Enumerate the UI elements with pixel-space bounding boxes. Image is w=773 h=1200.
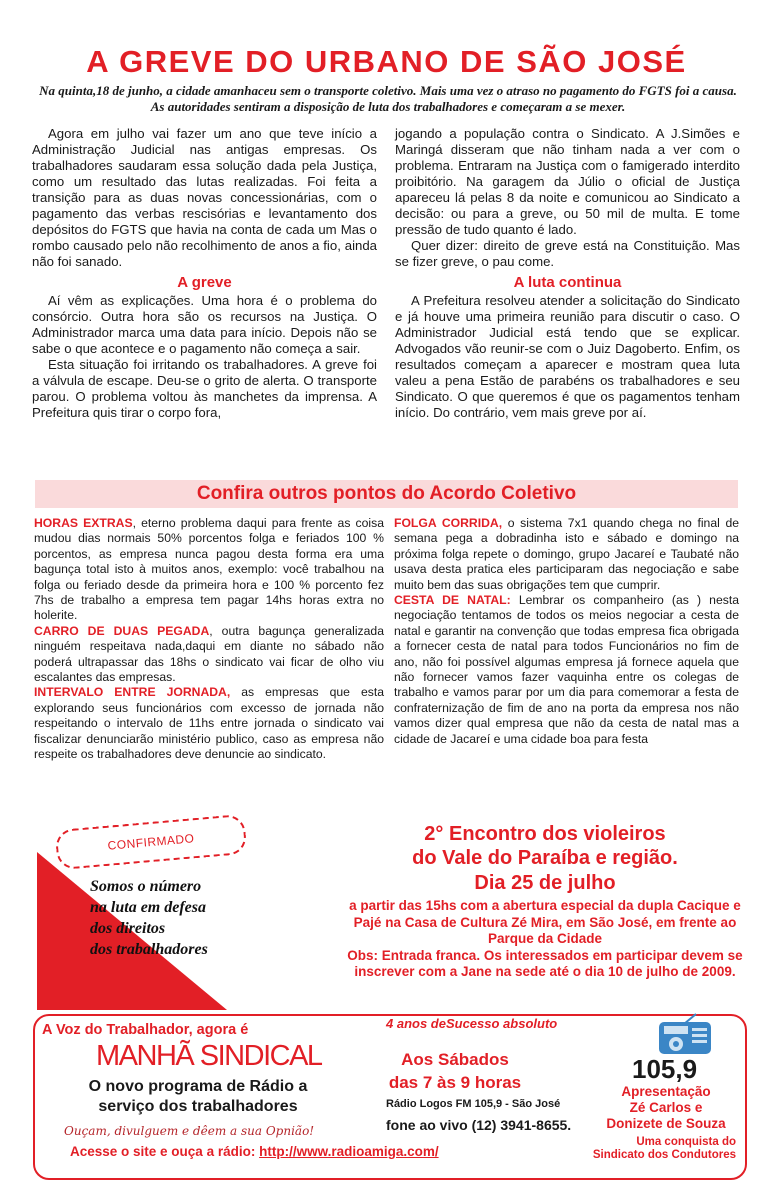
- acordo-text: o sistema 7x1 quando chega no final de semana pega a dobradinha isto e sábado e domingo na próxima folga repete o domingo, grupo Jacareí e Taubaté não usava desta pratica eles participaram das negociação e sabe muito bem das suas obrigações tem que cumprir.: [394, 516, 740, 592]
- site-link[interactable]: http://www.radioamiga.com/: [259, 1144, 439, 1159]
- article-intro: Agora em julho vai fazer um ano que teve início a Administração Judicial nas antigas empresas. Os trabalhadores saudaram essa solução dada pela Justiça, como um resultado das lutas realizadas. Foi feita a transição para as duas novas concessionárias, com o pagamento das verbas rescisórias e levantamento dos depósitos do FGTS que havia na conta de cada um Mas o rombo causado pelo não recolhimento de anos a fio, ainda não foi sanado.: [32, 126, 377, 269]
- subheadline: Na quinta,18 de junho, a cidade amanhaceu sem o transporte coletivo. Mais uma vez o atraso no pagamento do FGTS foi a causa. As autoridades sentiram a disposição de luta dos trabalhadores e começaram a se mexer.: [39, 83, 737, 114]
- acordo-banner: Confira outros pontos do Acordo Coletivo: [35, 480, 738, 508]
- acordo-key: INTERVALO ENTRE JORNADA,: [34, 685, 231, 700]
- presenters-line: Apresentação: [621, 1084, 711, 1099]
- site-line: [70, 1144, 439, 1159]
- acordo-item-horas: [34, 516, 384, 624]
- acordo-item-intervalo: [34, 685, 384, 762]
- slogan-line: dos direitos: [90, 920, 166, 937]
- slogan-line: na luta em defesa: [90, 899, 206, 916]
- section-heading-greve: A greve: [177, 274, 232, 291]
- slogan-line: dos trabalhadores: [90, 941, 208, 958]
- acordo-key: CARRO DE DUAS PEGADA: [34, 623, 210, 638]
- acordo-item-folga: [394, 516, 739, 593]
- article-paragraph: Esta situação foi irritando os trabalhadores. A greve foi a válvula de escape. Deu-se o grito de alerta. O transporte parou. O problema voltou às manchetes da imprensa. A Prefeitura quis tirar o corpo fora,: [32, 357, 377, 420]
- station-name: Rádio Logos FM 105,9 - São José: [386, 1098, 561, 1110]
- acordo-key: CESTA DE NATAL:: [394, 593, 511, 608]
- schedule-line: das 7 às 9 horas: [388, 1073, 522, 1092]
- slogan: [90, 876, 208, 960]
- event-obs-text: Obs: Entrada franca. Os interessados em participar devem se inscrever com a Jane na sede até o dia 10 de julho de 2009.: [347, 947, 743, 979]
- acordo-right-column: [394, 516, 739, 747]
- frequency: 105,9: [632, 1054, 698, 1084]
- acordo-key: FOLGA CORRIDA,: [394, 516, 503, 530]
- anos-sucesso: 4 anos deSucesso absoluto: [386, 1016, 558, 1031]
- event-title-line: 2° Encontro dos violeiros: [424, 823, 666, 845]
- article-left-column: [32, 126, 377, 421]
- schedule-line: Aos Sábados: [401, 1050, 509, 1069]
- article-paragraph: A Prefeitura resolveu atender a solicitação do Sindicato e já houve uma primeira reunião para discutir o caso. O Administrador Judicial está tendo que se explicar. Advogados vão reunir-se com o Juiz Dagoberto. Enfim, os resultados começam a aparecer e mostram quea luta valeu a pena Estão de parabéns os trabalhadores e seu Sindicato. O que queremos é que os pagamentos tenham início. Do contrário, vem mais greve por aí.: [395, 293, 740, 420]
- tagline-line: O novo programa de Rádio a: [88, 1078, 308, 1095]
- article-paragraph: Quer dizer: direito de greve está na Constituição. Mas se fizer greve, o pau come.: [395, 238, 740, 269]
- presenters-line: Zé Carlos e: [629, 1100, 703, 1115]
- event-details-text: a partir das 15hs com a abertura especial da dupla Cacique e Pajé na Casa de Cultura Zé Mira, em São José, em frente ao Parque da Cidade: [349, 898, 741, 946]
- handwritten-note: Ouçam, divulguem e dêem a sua Opnião!: [64, 1124, 315, 1138]
- program-tagline: [60, 1077, 336, 1117]
- closing-note: [546, 1136, 736, 1162]
- radio-intro: A Voz do Trabalhador, agora é: [42, 1022, 249, 1038]
- closing-line: Uma conquista do: [636, 1136, 736, 1148]
- tagline-line: serviço dos trabalhadores: [98, 1098, 298, 1115]
- program-name: MANHÃ SINDICAL: [96, 1040, 322, 1072]
- event-date: Dia 25 de julho: [474, 872, 616, 894]
- site-prefix: Acesse o site e ouça a rádio:: [70, 1144, 260, 1159]
- acordo-text: as empresas que esta explorando seus funcionários com excesso de jornada não respeitando o intervalo de 11hs entre jornada o sindicato vai fiscalizar denunciarão ministério publico, caso as empresa não respeite os trabalhadores deve denuncie ao sindicato.: [34, 685, 384, 762]
- schedule: [385, 1048, 525, 1094]
- section-heading-luta: A luta continua: [513, 274, 622, 291]
- article-paragraph: jogando a população contra o Sindicato. A J.Simões e Maringá disseram que não tinham nada a ver com o problema. Entraram na Justiça com o famigerado interdito proibitório. Na garagem da Júlio o oficial de Justiça apareceu lá pelas 8 da noite e comunicou ao Sindicato a decisão: ou para a greve, ou 50 mil de multa. E tome pressão de tudo quanto é lado.: [395, 126, 740, 237]
- slogan-line: Somos o número: [90, 878, 202, 895]
- confirmado-stamp: CONFIRMADO: [55, 814, 248, 870]
- radio-icon: [656, 1012, 714, 1056]
- closing-line: Sindicato dos Condutores: [592, 1149, 736, 1161]
- event-title: [330, 822, 760, 870]
- headline: A GREVE DO URBANO DE SÃO JOSÉ: [86, 44, 687, 79]
- acordo-left-column: [34, 516, 384, 763]
- phone-line: fone ao vivo (12) 3941-8655.: [386, 1117, 572, 1133]
- acordo-item-carro: [34, 624, 384, 686]
- acordo-key: HORAS EXTRAS: [34, 516, 133, 530]
- acordo-text: Lembrar os companheiro (as ) nesta negociação tentamos de todos os meios negociar a cesta de natal e garantir na convenção que todas empresa fica obrigada a fornecer cesta de natal para todos Funcionários no fim de ano, não foi possível algumas empresa já fornece aquela que não fornecer vamos fazer vaquinha entre os colegas de trabalho e vamos parar por um dia para comemorar a festa de confraternização de fim de ano na porta da empresa nos não vamos dizer qual empresa que não da cesta de natal mas a cidade de Jacareí e uma cidade boa para festa: [394, 593, 739, 746]
- article-paragraph: Aí vêm as explicações. Uma hora é o problema do consórcio. Outra hora são os recursos na Justiça. O Administrador marca uma data para início. Depois não se sabe o que acontece e o pagamento não começa a sair.: [32, 293, 377, 356]
- presenters-line: Donizete de Souza: [606, 1116, 726, 1131]
- event-details: [345, 898, 745, 981]
- article-right-column: [395, 126, 740, 421]
- acordo-item-natal: [394, 593, 739, 747]
- presenters: [596, 1084, 736, 1132]
- acordo-text: , eterno problema daqui para frente as coisa mudou dias normais 50% porcentos folga e feriados 100 % porcentos, as empresa nunca pagou desta forma era uma bagunça total isto à muitos anos, exemplo: você trabalhou na folga ou feriado desde da primeira hora e 100 % porcento fez 7hs de trabalho a empresa tem pagar 14hs horas extra no holerite.: [34, 516, 384, 623]
- event-title-line: do Vale do Paraíba e região.: [412, 847, 678, 869]
- acordo-text: , outra bagunça generalizada ninguém respeitava nada,daqui em diante no sábado não poderá ultrapassar das 18hs o sindicato vai ficar de olho viu escalantes das empresas.: [34, 623, 384, 685]
